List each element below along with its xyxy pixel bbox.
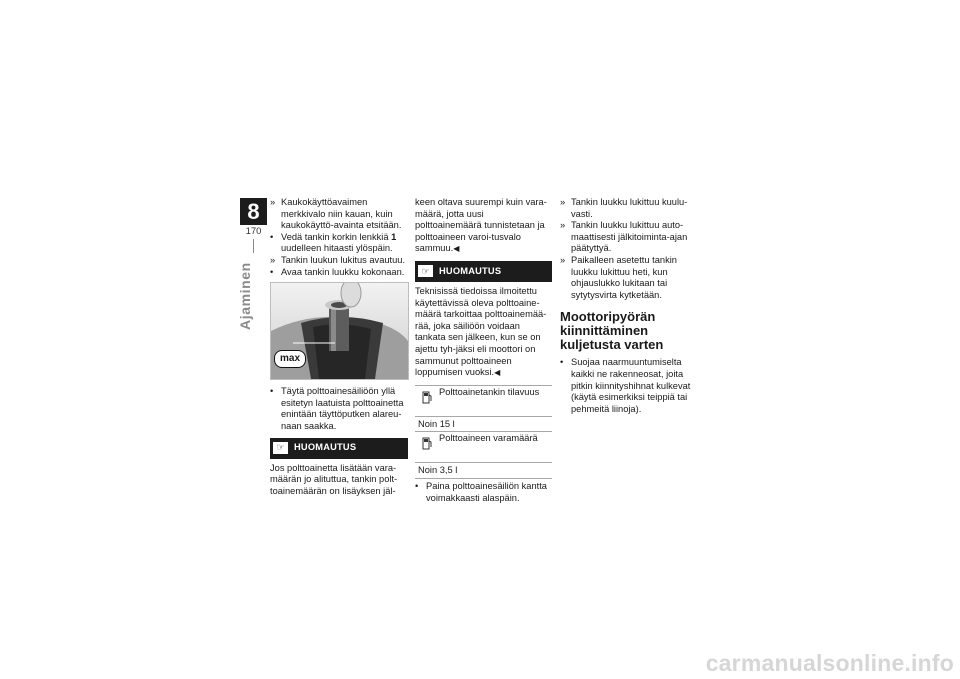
- page-number: 170: [245, 226, 262, 237]
- step-text: Tankin luukun lukitus avautuu.: [281, 254, 406, 265]
- spec-row-header: [415, 386, 552, 416]
- step-text: Tankin luukku lukittuu auto-maattisesti jälkitoiminta-ajan päätyttyä.: [571, 220, 688, 254]
- callout-number: 1: [391, 231, 397, 242]
- step-marker: »: [270, 197, 276, 207]
- step-marker: •: [270, 386, 274, 397]
- chapter-tab: [240, 198, 267, 253]
- chapter-number: 8: [240, 198, 267, 225]
- column-3: [560, 197, 698, 415]
- step-text: Kaukokäyttöavaimen merkkivalo niin kauan, kuin kaukokäyttö-avainta etsitään.: [281, 197, 402, 231]
- step-text: Suojaa naarmuuntumiselta kaikki ne rakenneosat, joita pitkin kiinnityshihnat kulkevat (käytä esimerkiksi teippiä tai pehmeitä liinoja).: [571, 357, 691, 414]
- spec-value: Noin 15 l: [415, 416, 552, 432]
- fuel-pump-svg: [422, 389, 432, 405]
- step-marker: •: [270, 266, 274, 277]
- fuel-filler-photo: [270, 282, 409, 380]
- section-heading: Moottoripyörän kiinnittäminen kuljetusta varten: [560, 309, 664, 353]
- tab-divider: [253, 239, 254, 253]
- spec-table: [415, 385, 552, 433]
- step-text: Täytä polttoainesäiliöön yllä esitetyn laatuista polttoainetta enintään täyttöputken alareu-naan saakka.: [281, 386, 404, 431]
- notice-banner: [270, 438, 408, 459]
- step-item: [560, 255, 698, 301]
- end-of-section-icon: ◀: [453, 244, 460, 254]
- spec-value: Noin 3,5 l: [415, 462, 552, 478]
- step-text: Tankin luukku lukittuu kuulu-vasti.: [571, 197, 688, 219]
- step-item: [270, 232, 408, 255]
- step-item: [560, 197, 698, 220]
- notice-text: Jos polttoainetta lisätään vara-määrän jo alituttua, tankin polt-toainemäärän on lisäyksen jäl-: [270, 462, 398, 496]
- notice-text: [415, 286, 552, 379]
- fuel-pump-icon: [415, 432, 439, 462]
- step-marker: •: [270, 231, 274, 242]
- step-marker: •: [560, 357, 564, 368]
- column-1: [270, 197, 408, 497]
- step-item: [560, 220, 698, 255]
- step-marker: •: [415, 480, 419, 491]
- notice-title: HUOMAUTUS: [294, 442, 357, 453]
- continued-text-body: keen oltava suurempi kuin vara-määrä, jotta uusi polttoainemäärä tunnistetaan ja polttoaineen varoi-tusvalo sammuu.: [415, 197, 547, 254]
- spec-name: Polttoainetankin tilavuus: [439, 386, 540, 397]
- fuel-pump-icon: [415, 386, 439, 416]
- step-text: Paina polttoainesäiliön kantta voimakkaasti alaspäin.: [426, 480, 547, 503]
- step-marker: »: [270, 254, 276, 265]
- section-side-label: Ajaminen: [237, 262, 253, 330]
- step-item: [270, 197, 408, 232]
- column-2: [415, 197, 552, 504]
- step-text: Vedä tankin korkin lenkkiä: [281, 231, 389, 242]
- step-marker: »: [560, 254, 566, 265]
- step-item: [270, 255, 408, 267]
- continued-text: [415, 197, 552, 255]
- step-marker: »: [560, 197, 566, 207]
- step-text: Avaa tankin luukku kokonaan.: [281, 266, 405, 277]
- step-item: [270, 386, 408, 432]
- end-of-section-icon: ◀: [494, 368, 501, 378]
- step-item: [270, 267, 408, 279]
- step-text: Paikalleen asetettu tankin luukku lukittuu heti, kun ohjauslukko lukitaan tai sytytysvirta kytketään.: [571, 254, 677, 300]
- fuel-pump-svg: [422, 435, 432, 451]
- notice-hand-icon: ☞: [418, 265, 433, 277]
- step-marker: »: [560, 220, 566, 231]
- step-item: [560, 357, 698, 415]
- step-text-continued: uudelleen hitaasti ylöspäin.: [281, 243, 393, 254]
- spec-name: Polttoaineen varamäärä: [439, 433, 538, 444]
- notice-text-body: Teknisissä tiedoissa ilmoitettu käytettävissä oleva polttoaine-määrä tarkoittaa polttoainemää-rää, joka säiliöön voidaan tankata sen jälkeen, kun se on ajettu tyh-jäksi eli moottori on sammunut polttoaineen loppumisen vuoksi.: [415, 285, 547, 378]
- spec-table: [415, 432, 552, 479]
- notice-banner: [415, 261, 552, 282]
- step-item: [415, 481, 552, 504]
- notice-hand-icon: ☞: [273, 442, 288, 454]
- watermark-link[interactable]: carmanualsonline.info: [705, 650, 954, 676]
- max-label: max: [274, 350, 306, 368]
- notice-title: HUOMAUTUS: [439, 265, 502, 276]
- spec-row-header: [415, 432, 552, 462]
